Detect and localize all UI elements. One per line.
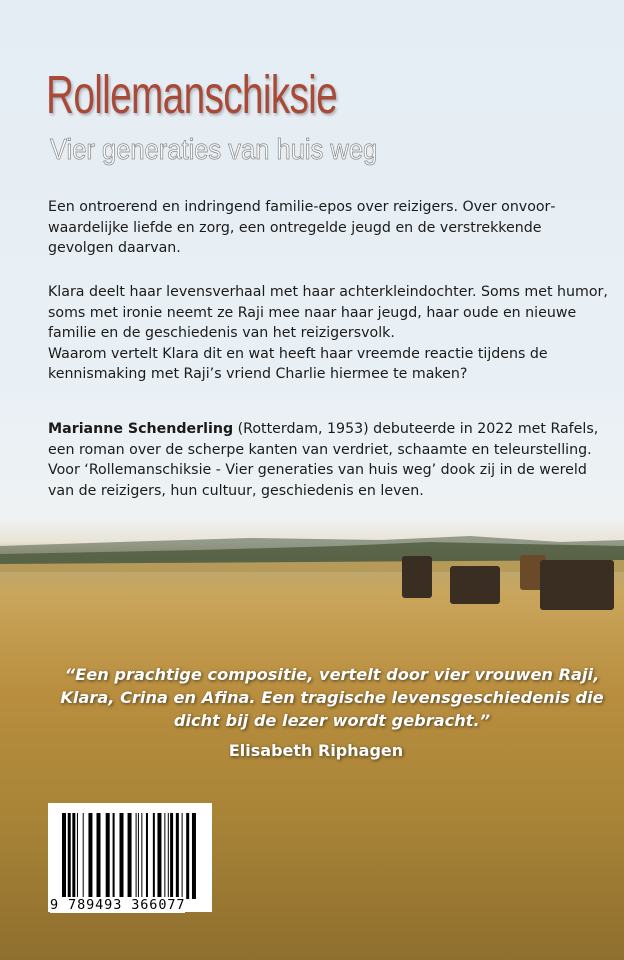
barcode-bar [176,813,179,899]
blurb-paragraph-1: Een ontroerend en indringend familie-epos over reizigers. Over onvoorwaardelijke liefde en zorg, een ontregelde jeugd en de verstrekkende gevolgen daarvan. [48,199,556,256]
barcode-bar [77,813,78,899]
barcode-bar [62,813,66,899]
barcode-bar [128,813,132,899]
blurb-text: Klara deelt haar levensverhaal met haar achterkleindochter. Soms met humor, soms met ironie neemt ze Raji mee naar haar jeugd, haar oude en nieuwe familie en de geschiedenis van het reizigersvolk. [48,284,608,341]
barcode-bar [182,813,183,899]
author-name: Marianne Schenderling [48,421,234,437]
barcode-bar [146,813,148,899]
review-quote: “Een prachtige compositie, vertelt door vier vrouwen Raji, Klara, Crina en Afina. Een tragische levensgeschiedenis die dicht bij de lezer wordt gebracht.” [60,665,604,730]
barcode-bar [153,813,155,899]
book-subtitle: Vier generaties van huis weg [50,134,378,166]
barcode-bar [68,813,71,899]
book-title: Rollemanschiksie [46,65,338,125]
barcode-bars [62,813,202,899]
isbn-barcode [48,803,212,912]
quote-author: Elisabeth Riphagen [228,741,404,760]
blurb-question: Waarom vertelt Klara dit en wat heeft haar vreemde reactie tijdens de kennismaking met Raji’s vriend Charlie hiermee te maken? [48,345,548,382]
barcode-bar [138,813,139,899]
barcode-bar [83,813,84,899]
barcode-bar [113,813,115,899]
barcode-bar [157,813,161,899]
barcode-bar [120,813,124,899]
isbn-number: 9 789493 366077 [50,897,186,913]
barcode-bar [168,813,169,899]
barcode-bar [106,813,110,899]
barcode-bar [136,813,137,899]
barcode-bar [170,813,173,899]
author-bio-text: (Rotterdam, 1953) debuteerde in 2022 met Rafels, een roman over de scherpe kanten van verdriet, schaamte en teleurstelling. Voor ‘Rollemanschiksie - Vier generaties van huis weg’ dook zij in de wereld van de reizigers, hun cultuur, geschiedenis en leven. [48,421,599,499]
barcode-bar [192,813,196,899]
blurb-paragraph-2 [48,282,608,385]
barcode-bar [72,813,75,899]
barcode-bar [97,813,101,899]
author-bio [48,419,608,501]
barcode-bar [186,813,189,899]
barcode-bar [141,813,142,899]
barcode-bar [88,813,92,899]
barcode-bar [164,813,165,899]
